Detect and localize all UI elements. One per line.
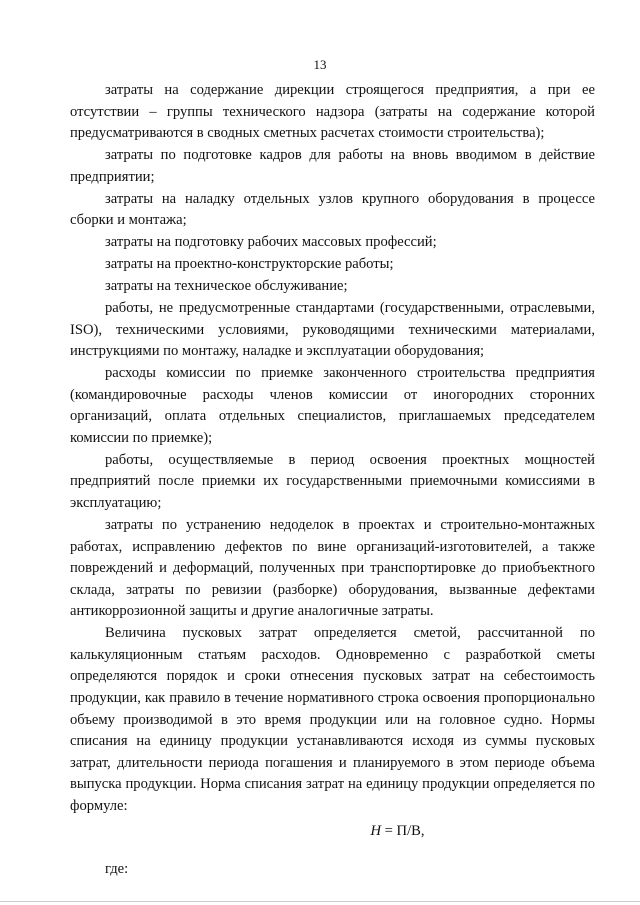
paragraph: затраты на содержание дирекции строящегося предприятия, а при ее отсутствии – группы технического надзора (затраты на содержание которой предусматриваются в сводных сметных расчетах стоимости строительства); (70, 82, 595, 142)
paragraph: Величина пусковых затрат определяется сметой, рассчитанной по калькуляционным статьям расходов. Одновременно с разработкой сметы определяются порядок и сроки отнесения пусковых затрат на себестоимость продукции, как правило в течение нормативного строка освоения пропорционально объему производимой в это время продукции или на головное судно. Нормы списания на единицу продукции устанавливаются исходя из суммы пусковых затрат, длительности периода погашения и планируемого в этом периоде объема выпуска продукции. Норма списания затрат на единицу продукции определяется по формуле: (70, 625, 595, 815)
formula-lhs: H (370, 822, 382, 839)
paragraph: затраты по подготовке кадров для работы на вновь вводимом в действие предприятии; (70, 147, 595, 185)
page-edge (0, 901, 640, 902)
paragraph: затраты на техническое обслуживание; (105, 278, 348, 295)
formula (70, 818, 595, 845)
paragraph: работы, осуществляемые в период освоения проектных мощностей предприятий после приемки их государственными приемочными комиссиями в эксплуатацию; (70, 451, 595, 512)
paragraph: затраты на наладку отдельных узлов крупного оборудования в процессе сборки и монтажа; (70, 190, 595, 229)
where-label: где: (105, 860, 129, 877)
paragraph: затраты на проектно-конструкторские работы; (105, 256, 394, 273)
formula-rhs: = П/В, (381, 822, 425, 839)
paragraph: расходы комиссии по приемке законченного строительства предприятия (командировочные расходы членов комиссии от иногородних сторонних организаций, оплата отдельных специалистов, приглашаемых председателем комиссии по приемке); (70, 365, 595, 446)
paragraph: затраты по устранению недоделок в проектах и строительно-монтажных работах, исправлению дефектов по вине организаций-изготовителей, а также повреждений и деформаций, полученных при транспортировке до приобъектного склада, затраты по ревизии (разборке) оборудования, вызванные дефектами антикоррозионной защиты и другие аналогичные затраты. (70, 516, 595, 620)
page-number: 13 (313, 57, 327, 72)
body-text (70, 80, 595, 881)
paragraph: затраты на подготовку рабочих массовых профессий; (105, 234, 437, 251)
paragraph: работы, не предусмотренные стандартами (государственными, отраслевыми, ISO), техническими условиями, руководящими техническими материалами, инструкциями по монтажу, наладке и эксплуатации оборудования; (70, 300, 595, 360)
